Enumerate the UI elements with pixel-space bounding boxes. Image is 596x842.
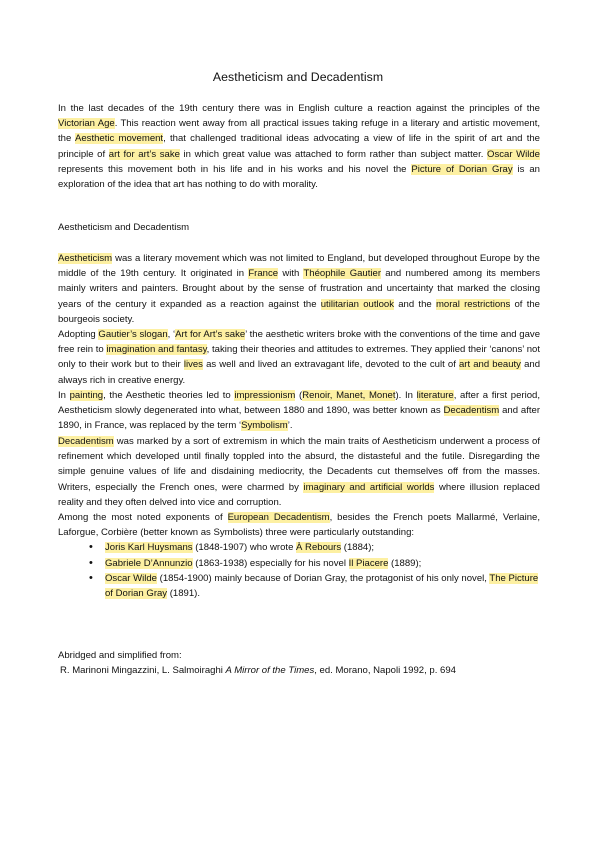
highlighted-term: Il Piacere <box>348 557 389 569</box>
highlighted-term: Oscar Wilde <box>487 148 540 160</box>
source-section <box>58 648 540 678</box>
text-run: and always rich in creative energy. <box>58 359 540 386</box>
aestheticism-paragraph-3 <box>58 388 540 434</box>
highlighted-term: Joris Karl Huysmans <box>105 542 193 554</box>
text-run: (1889); <box>388 557 422 569</box>
text-run: represents this movement both in his life and in his works and his novel the <box>58 163 412 175</box>
text-run: (1884); <box>341 542 375 554</box>
highlighted-term: Decadentism <box>443 405 500 417</box>
decadentism-paragraph-2 <box>58 510 540 540</box>
highlighted-term: Gabriele D’Annunzio <box>105 557 193 569</box>
aestheticism-paragraph-1 <box>58 251 540 327</box>
text-run: , after a first period, Aestheticism slowly degenerated into what, between 1880 and 1890, was better known as <box>58 389 540 417</box>
highlighted-term: Aesthetic movement <box>75 133 164 145</box>
highlighted-term: lives <box>183 359 203 371</box>
text-run: ’ the aesthetic writers broke with the conventions of the time and gave free rein to <box>58 329 541 356</box>
highlighted-term: Renoir, Manet, Monet <box>302 389 396 401</box>
highlighted-term: literature <box>416 389 454 401</box>
text-run: in which great value was attached to form rather than subject matter. <box>179 148 488 160</box>
text-run: (1848-1907) who wrote <box>192 542 297 554</box>
aestheticism-section <box>58 251 540 433</box>
highlighted-term: Aestheticism <box>58 253 113 264</box>
highlighted-term: À Rebours <box>296 542 342 554</box>
intro-paragraph <box>58 101 540 192</box>
text-run: ). In <box>395 389 417 401</box>
highlighted-term: art for art’s sake <box>108 148 180 160</box>
highlighted-term: art and beauty <box>458 359 521 371</box>
text-run: (1863-1938) especially for his novel <box>192 557 349 569</box>
aestheticism-paragraph-2 <box>58 327 540 388</box>
text-run: , that challenged traditional ideas advocating a view of life in the spirit of art and the principle of <box>58 133 540 160</box>
intro-section <box>58 101 540 192</box>
text-run: , besides the French poets Mallarmé, Verlaine, Laforgue, Corbière (better known as Symbolists) three were particularly outstanding: <box>58 512 540 539</box>
list-item-wilde <box>89 571 540 601</box>
highlighted-term: impressionism <box>234 389 296 401</box>
citation-publisher: , ed. Morano, Napoli 1992, p. 694 <box>314 665 456 677</box>
text-run: ’. <box>287 420 293 432</box>
highlighted-term: Art for Art’s sake <box>175 329 246 341</box>
highlighted-term: Théophile Gautier <box>303 268 381 280</box>
text-run: as well and lived an extravagant life, devoted to the cult of <box>202 359 459 371</box>
text-run: and numbered among its members mainly writers and painters. Brought about by the sense of frustration and uncertainty that marked the closing years of the century it expanded as a reaction against the <box>58 268 540 310</box>
highlighted-term: Oscar Wilde <box>105 572 157 584</box>
highlighted-term: painting <box>69 389 104 401</box>
text-run: In the last decades of the 19th century there was in English culture a reaction against the principles of the <box>58 103 540 114</box>
list-item-dannunzio <box>89 556 540 571</box>
highlighted-term: Victorian Age <box>58 118 115 130</box>
page-title: Aestheticism and Decadentism <box>212 70 384 84</box>
text-run: of the bourgeois society. <box>58 298 540 325</box>
highlighted-term: Gautier’s slogan <box>98 329 168 341</box>
text-run: and after 1890, in France, was replaced by the term ‘ <box>58 405 540 432</box>
section-heading <box>58 220 540 235</box>
text-run: was marked by a sort of extremism in which the main traits of Aestheticism underwent a process of refinement which developed until finally toppled into the absurd, the distasteful and the futile. Disregarding the simple genuine values of life and disdaining mediocrity, the Decadents cut themselves off from the masses. Writers, especially the French ones, were charmed by <box>58 436 540 493</box>
citation-book-title: A Mirror of the Times <box>225 665 315 677</box>
source-citation <box>58 663 540 678</box>
text-run: , the Aesthetic theories led to <box>103 389 235 401</box>
highlighted-term: imagination and fantasy <box>106 344 207 356</box>
highlighted-term: France <box>248 268 279 280</box>
text-run: was a literary movement which was not limited to England, but developed throughout Europe by the middle of the 19th century. It originated in <box>58 253 540 280</box>
source-label: Abridged and simplified from: <box>58 650 182 661</box>
highlighted-term: European Decadentism <box>227 512 330 524</box>
highlighted-term: utilitarian outlook <box>320 298 394 310</box>
exponents-list <box>58 540 540 601</box>
highlighted-term: imaginary and artificial worlds <box>303 481 435 493</box>
citation-authors: R. Marinoni Mingazzini, L. Salmoiraghi <box>60 665 226 677</box>
text-run: and the <box>394 298 436 310</box>
text-run: . This reaction went away from all practical issues taking refuge in a literary and artistic movement, the <box>58 118 540 145</box>
text-run: Adopting <box>58 329 99 341</box>
highlighted-term: Decadentism <box>58 436 114 447</box>
decadentism-section <box>58 434 540 601</box>
text-run: (1854-1900) mainly because of Dorian Gray, the protagonist of his only novel, <box>157 572 490 584</box>
highlighted-term: The Picture of Dorian Gray <box>105 572 539 600</box>
highlighted-term: moral restrictions <box>435 298 511 310</box>
text-run: (1891). <box>167 588 200 600</box>
decadentism-paragraph-1 <box>58 434 540 510</box>
text-run: Among the most noted exponents of <box>58 512 228 524</box>
text-run: , ‘ <box>167 329 176 341</box>
highlighted-term: Symbolism <box>241 420 288 432</box>
highlighted-term: Picture of Dorian Gray <box>411 163 513 175</box>
text-run: , taking their theories and attitudes to extremes. They applied their ‘canons’ not only to their work but to their <box>58 344 540 371</box>
text-run: ( <box>295 389 303 401</box>
text-run: with <box>278 268 304 280</box>
text-run: In <box>58 389 70 401</box>
list-item-huysmans <box>89 540 540 555</box>
section-heading-text: Aestheticism and Decadentism <box>58 222 190 233</box>
text-run: where illusion replaced reality and they often delved into vice and corruption. <box>58 481 540 508</box>
text-run: is an exploration of the idea that art has nothing to do with morality. <box>58 163 540 191</box>
